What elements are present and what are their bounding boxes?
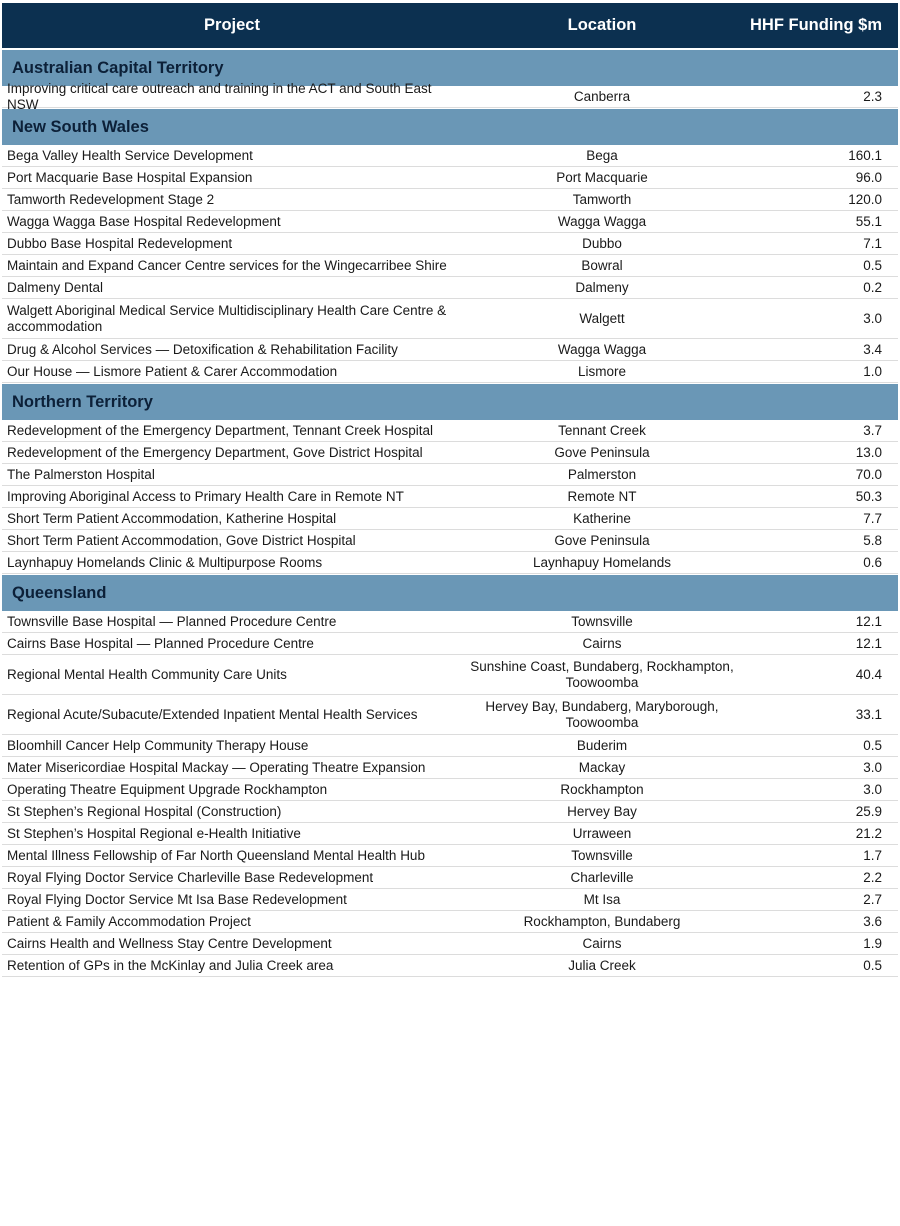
location-cell: Urraween [572,825,632,841]
funding-cell: 2.3 [863,89,882,104]
table-row [2,552,898,574]
table-row [2,955,898,977]
section-header: Queensland [2,575,898,611]
project-cell: Mater Misericordiae Hospital Mackay — Operating Theatre Expansion [7,759,426,775]
table-row [2,823,898,845]
funding-cell: 40.4 [855,667,882,682]
location-cell: Rockhampton, Bundaberg [523,913,681,929]
funding-column-header: HHF Funding $m [750,16,882,34]
project-cell: Wagga Wagga Base Hospital Redevelopment [7,213,281,229]
location-cell: Buderim [576,737,628,753]
location-cell: Rockhampton [560,781,644,797]
funding-cell: 50.3 [855,489,882,504]
table-row [2,530,898,552]
location-cell: Sunshine Coast, Bundaberg, Rockhampton, Toowoomba [470,658,734,690]
funding-cell: 3.0 [863,311,882,326]
project-cell: Bloomhill Cancer Help Community Therapy House [7,737,309,753]
project-cell: Dalmeny Dental [7,279,104,295]
funding-cell: 3.4 [863,342,882,357]
table-row [2,757,898,779]
project-cell: Mental Illness Fellowship of Far North Queensland Mental Health Hub [7,847,425,863]
project-cell: Bega Valley Health Service Development [7,147,253,163]
funding-cell: 0.5 [863,738,882,753]
funding-cell: 1.9 [863,936,882,951]
table-row [2,464,898,486]
funding-cell: 3.6 [863,914,882,929]
section-header: Northern Territory [2,384,898,420]
table-row [2,189,898,211]
location-cell: Walgett [579,310,625,326]
location-cell: Julia Creek [568,957,636,973]
location-cell: Palmerston [567,466,637,482]
project-cell: Improving Aboriginal Access to Primary Health Care in Remote NT [7,488,404,504]
project-cell: Operating Theatre Equipment Upgrade Rockhampton [7,781,328,797]
location-cell: Laynhapuy Homelands [532,554,672,570]
location-cell: Bowral [581,257,623,273]
location-cell: Mt Isa [583,891,621,907]
location-cell: Canberra [573,88,631,104]
project-cell: Tamworth Redevelopment Stage 2 [7,191,215,207]
funding-cell: 3.0 [863,782,882,797]
project-cell: Regional Acute/Subacute/Extended Inpatient Mental Health Services [7,706,418,722]
table-row [2,420,898,442]
table-row [2,735,898,757]
funding-cell: 96.0 [855,170,882,185]
project-cell: Patient & Family Accommodation Project [7,913,251,929]
location-cell: Mackay [578,759,626,775]
project-cell: Improving critical care outreach and training in the ACT and South East NSW [7,80,432,112]
project-cell: Royal Flying Doctor Service Mt Isa Base Redevelopment [7,891,347,907]
project-cell: Cairns Health and Wellness Stay Centre Development [7,935,332,951]
project-cell: Short Term Patient Accommodation, Katherine Hospital [7,510,337,526]
funding-cell: 0.2 [863,280,882,295]
location-cell: Dalmeny [575,279,629,295]
funding-cell: 13.0 [855,445,882,460]
project-cell: Walgett Aboriginal Medical Service Multidisciplinary Health Care Centre & accommodation [7,302,447,334]
location-cell: Gove Peninsula [554,444,650,460]
location-cell: Lismore [577,363,626,379]
location-cell: Wagga Wagga [557,213,647,229]
funding-cell: 70.0 [855,467,882,482]
table-row [2,233,898,255]
project-cell: Our House — Lismore Patient & Carer Accommodation [7,363,338,379]
table-row [2,695,898,735]
location-cell: Tennant Creek [558,422,646,438]
project-cell: Redevelopment of the Emergency Department, Gove District Hospital [7,444,423,460]
table-row [2,145,898,167]
project-cell: Port Macquarie Base Hospital Expansion [7,169,253,185]
location-cell: Tamworth [572,191,632,207]
funding-cell: 0.5 [863,258,882,273]
project-cell: Redevelopment of the Emergency Department, Tennant Creek Hospital [7,422,433,438]
section-header: New South Wales [2,109,898,145]
table-row [2,655,898,695]
table-body [2,50,898,977]
table-row [2,255,898,277]
table-row [2,80,898,112]
funding-cell: 0.5 [863,958,882,973]
table-row [2,889,898,911]
project-column-header: Project [204,16,260,34]
table-row [2,211,898,233]
funding-table [2,3,898,977]
project-cell: Dubbo Base Hospital Redevelopment [7,235,233,251]
project-cell: Regional Mental Health Community Care Units [7,666,287,682]
table-header [2,3,898,49]
project-cell: Royal Flying Doctor Service Charleville Base Redevelopment [7,869,374,885]
location-cell: Katherine [573,510,631,526]
funding-cell: 1.0 [863,364,882,379]
table-row [2,339,898,361]
funding-cell: 3.0 [863,760,882,775]
table-row [2,779,898,801]
table-row [2,911,898,933]
project-cell: Maintain and Expand Cancer Centre services for the Wingecarribee Shire [7,257,447,273]
funding-cell: 55.1 [855,214,882,229]
project-cell: Laynhapuy Homelands Clinic & Multipurpose Rooms [7,554,323,570]
table-row [2,442,898,464]
funding-cell: 2.2 [863,870,882,885]
location-cell: Hervey Bay [567,803,637,819]
funding-cell: 3.7 [863,423,882,438]
project-cell: St Stephen’s Regional Hospital (Construction) [7,803,282,819]
funding-cell: 2.7 [863,892,882,907]
funding-cell: 12.1 [855,614,882,629]
table-row [2,486,898,508]
table-row [2,167,898,189]
location-cell: Bega [586,147,618,163]
table-row [2,845,898,867]
location-cell: Wagga Wagga [557,341,647,357]
table-row [2,933,898,955]
project-cell: Drug & Alcohol Services — Detoxification & Rehabilitation Facility [7,341,398,357]
table-row [2,611,898,633]
project-cell: Short Term Patient Accommodation, Gove District Hospital [7,532,356,548]
funding-cell: 1.7 [863,848,882,863]
funding-cell: 25.9 [855,804,882,819]
location-cell: Hervey Bay, Bundaberg, Maryborough, Toowoomba [485,698,719,730]
project-cell: The Palmerston Hospital [7,466,155,482]
table-row [2,801,898,823]
funding-cell: 5.8 [863,533,882,548]
table-row [2,867,898,889]
funding-cell: 7.1 [863,236,882,251]
funding-cell: 160.1 [848,148,882,163]
table-row [2,361,898,383]
location-cell: Port Macquarie [556,169,648,185]
location-cell: Cairns [582,935,622,951]
table-row [2,277,898,299]
project-cell: St Stephen’s Hospital Regional e-Health Initiative [7,825,301,841]
location-column-header: Location [567,16,637,34]
location-cell: Dubbo [582,235,622,251]
location-cell: Townsville [571,847,633,863]
location-cell: Cairns [582,635,622,651]
location-cell: Remote NT [567,488,637,504]
funding-cell: 0.6 [863,555,882,570]
project-cell: Retention of GPs in the McKinlay and Julia Creek area [7,957,334,973]
funding-cell: 12.1 [855,636,882,651]
funding-cell: 21.2 [855,826,882,841]
funding-cell: 33.1 [855,707,882,722]
location-cell: Charleville [570,869,634,885]
table-row [2,508,898,530]
project-cell: Cairns Base Hospital — Planned Procedure Centre [7,635,314,651]
funding-cell: 120.0 [848,192,882,207]
funding-cell: 7.7 [863,511,882,526]
table-row [2,633,898,655]
location-cell: Gove Peninsula [554,532,650,548]
table-row [2,299,898,339]
project-cell: Townsville Base Hospital — Planned Procedure Centre [7,613,337,629]
section-header: Australian Capital Territory [2,50,898,86]
location-cell: Townsville [571,613,633,629]
